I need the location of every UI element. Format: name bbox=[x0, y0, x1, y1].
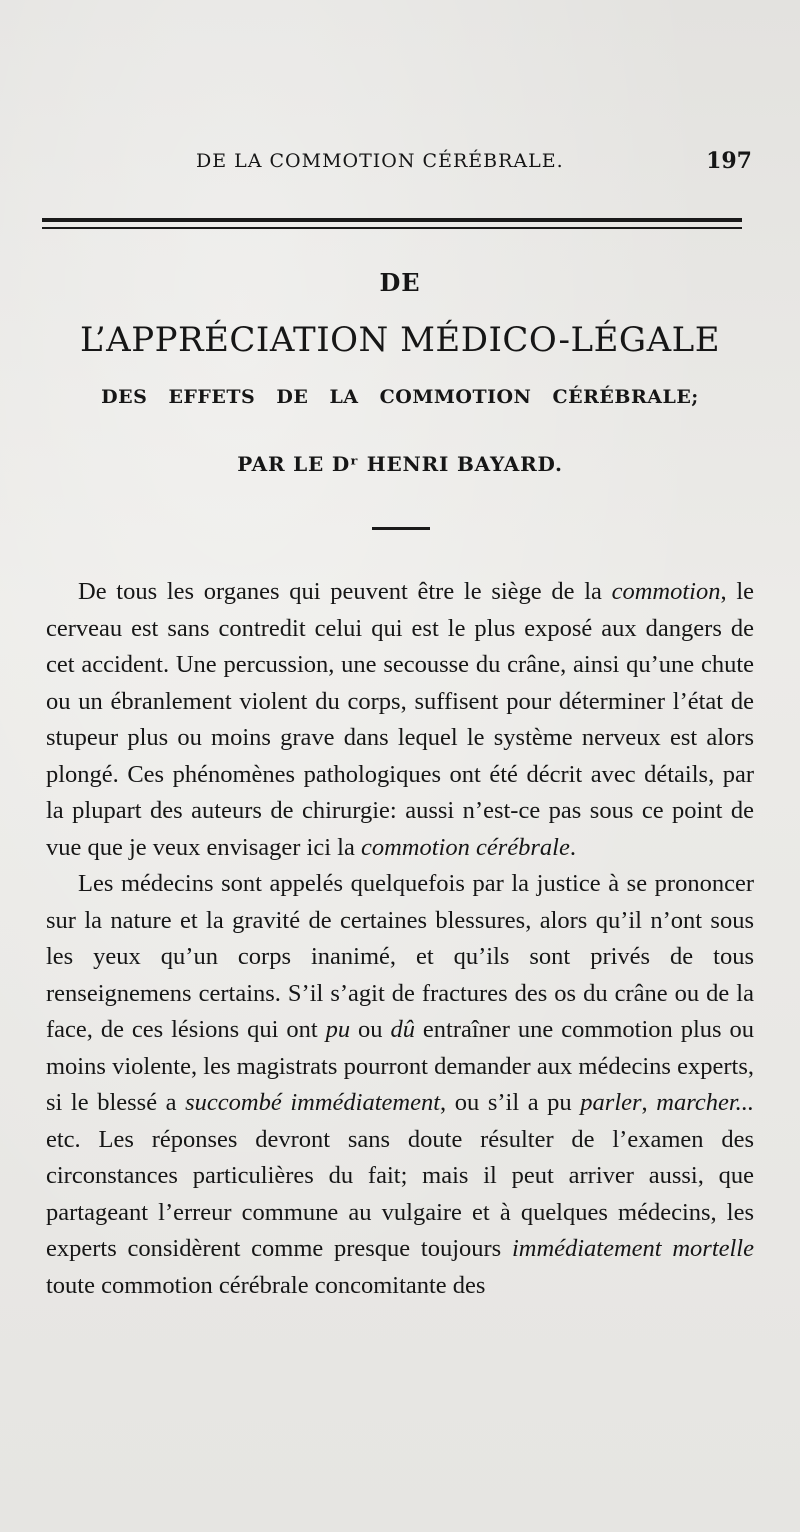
article-title-main: L’APPRÉCIATION MÉDICO-LÉGALE bbox=[79, 320, 721, 360]
thick-rule bbox=[42, 218, 742, 222]
italic-term: dû bbox=[390, 1016, 415, 1043]
text-run: Les médecins sont appelés quelquefois par la justice à se prononcer sur la nature et la gravité de certaines blessures, alors qu’il n’ont sous les yeux qu’un corps inanimé, et qu’ils sont privés de tous renseignemens certains. S’il s’agit de fractures des os du crâne ou de la face, de ces lésions qui ont bbox=[46, 870, 754, 1043]
italic-term: parler bbox=[580, 1089, 642, 1116]
italic-term: marcher... bbox=[656, 1089, 755, 1116]
text-run: , ou s’il a pu bbox=[440, 1089, 581, 1116]
article-author: PAR LE Dʳ HENRI BAYARD. bbox=[237, 452, 563, 476]
paragraph-1 bbox=[46, 574, 754, 866]
article-subtitle: DES EFFETS DE LA COMMOTION CÉRÉBRALE; bbox=[101, 386, 699, 408]
text-run: , bbox=[641, 1089, 657, 1116]
text-run: , le cerveau est sans contredit celui qui est le plus exposé aux dangers de cet accident. Une percussion, une secousse du crâne, ainsi qu’une chute ou un ébranlement violent du corps, suffisent pour déterminer l’état de stupeur plus ou moins grave dans lequel le système nerveux est alors plongé. Ces phénomènes pathologiques ont été décrit avec détails, par la plupart des auteurs de chirurgie: aussi n’est-ce pas sous ce point de vue que je veux envisager ici la bbox=[46, 578, 755, 861]
italic-term: pu bbox=[325, 1016, 351, 1043]
text-run: etc. Les réponses devront sans doute résulter de l’examen des circonstances particulières du fait; mais il peut arriver aussi, que partageant l’erreur commune au vulgaire et à quelques médecins, les experts considèrent comme presque toujours bbox=[46, 1125, 754, 1262]
italic-term: succombé immédiatement bbox=[185, 1089, 441, 1116]
text-run: entraîner une commotion plus ou moins violente, les magistrats pourront demander aux médecins experts, si le blessé a bbox=[46, 1016, 755, 1116]
running-head bbox=[0, 150, 800, 190]
double-rule-divider bbox=[42, 218, 742, 232]
text-run: . bbox=[569, 833, 576, 861]
running-title: DE LA COMMOTION CÉRÉBRALE. bbox=[196, 150, 564, 172]
italic-term: immédiatement mortelle bbox=[511, 1235, 754, 1262]
article-body bbox=[46, 574, 754, 1304]
article-title-de: DE bbox=[379, 268, 421, 297]
italic-term: commotion cérébrale bbox=[360, 833, 570, 861]
text-run: toute commotion cérébrale concomitante des bbox=[46, 1271, 486, 1299]
thin-rule bbox=[42, 227, 742, 229]
text-run: ou bbox=[350, 1016, 391, 1043]
short-rule-divider bbox=[372, 527, 430, 530]
page-number: 197 bbox=[706, 148, 752, 174]
text-run: De tous les organes qui peuvent être le siège de la bbox=[78, 578, 612, 605]
paragraph-2 bbox=[46, 866, 754, 1304]
italic-term: commotion bbox=[611, 578, 721, 605]
